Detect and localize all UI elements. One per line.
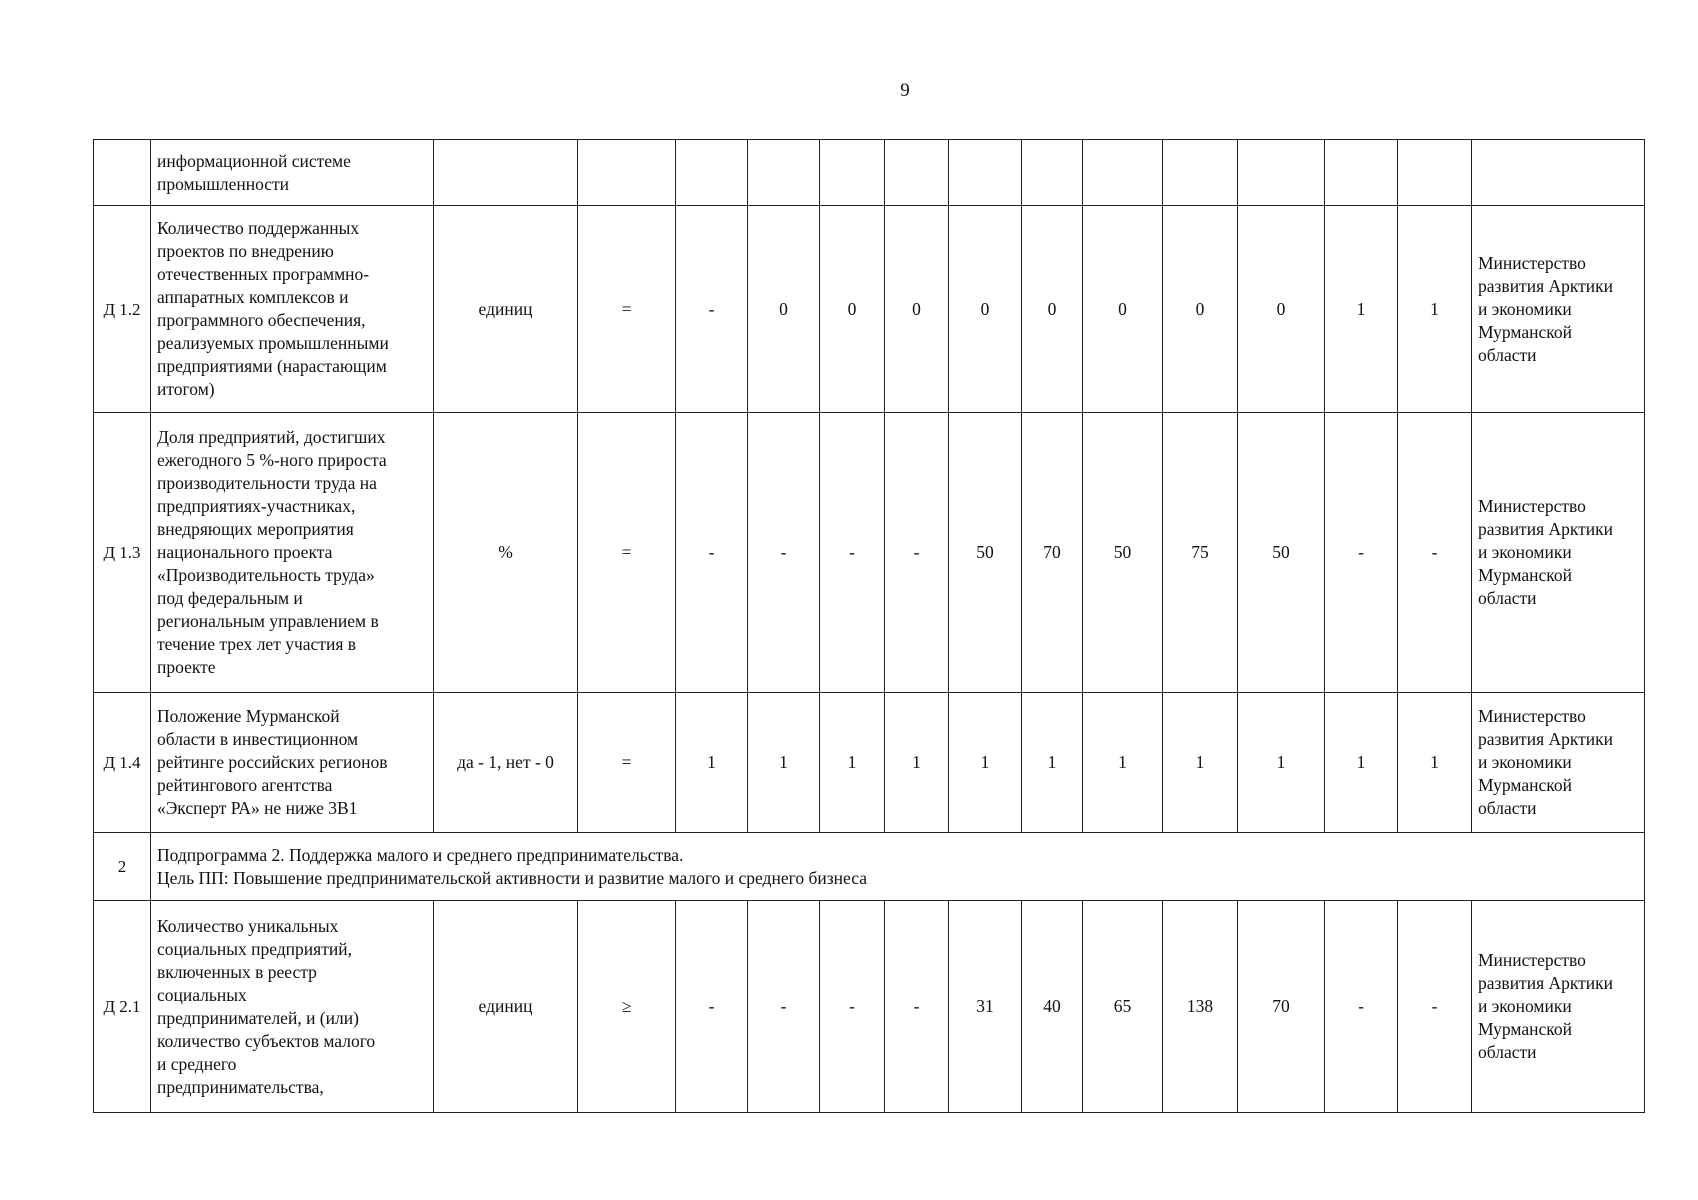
indicator-name-line: предпринимателей, и (или) — [157, 1007, 359, 1028]
value-cell — [1022, 140, 1083, 206]
indicator-name-line: рейтингового агентства — [157, 775, 333, 795]
value-cell: 1 — [1398, 206, 1472, 413]
value-cell — [1163, 140, 1238, 206]
value-cell: 0 — [820, 206, 885, 413]
indicator-name-line: проекте — [157, 657, 216, 677]
value-cell — [1398, 140, 1472, 206]
value-cell: 0 — [1238, 206, 1325, 413]
responsible-line: Мурманской — [1478, 565, 1572, 585]
value-cell: 0 — [1022, 206, 1083, 413]
table-row — [94, 206, 1645, 413]
direction-cell: = — [578, 206, 676, 413]
value-cell: 50 — [949, 413, 1022, 693]
indicator-name-line: «Эксперт РА» не ниже 3В1 — [157, 798, 358, 818]
responsible-line: Мурманской — [1478, 775, 1572, 795]
value-cell — [885, 140, 949, 206]
subprogram-text-line: Подпрограмма 2. Поддержка малого и среднего предпринимательства. — [157, 844, 684, 865]
direction-cell — [578, 140, 676, 206]
value-cell: 1 — [1325, 693, 1398, 833]
indicator-code: Д 2.1 — [94, 901, 151, 1113]
value-cell: 1 — [949, 693, 1022, 833]
indicator-code: Д 1.2 — [94, 206, 151, 413]
responsible-cell — [1472, 140, 1645, 206]
responsible-line: области — [1478, 1042, 1537, 1062]
indicator-name-line: проектов по внедрению — [157, 241, 334, 261]
value-cell: - — [748, 413, 820, 693]
table-row — [94, 833, 1645, 901]
responsible-line: и экономики — [1478, 996, 1572, 1016]
responsible-line: и экономики — [1478, 298, 1572, 319]
indicators-table — [93, 139, 1645, 1113]
subprogram-cell — [151, 833, 1645, 901]
indicator-name-line: национального проекта — [157, 542, 333, 562]
indicator-name-line: промышленности — [157, 173, 290, 194]
value-cell: - — [676, 901, 748, 1113]
value-cell: - — [1398, 413, 1472, 693]
value-cell: 0 — [1083, 206, 1163, 413]
value-cell: - — [1325, 901, 1398, 1113]
value-cell: - — [676, 413, 748, 693]
value-cell — [748, 140, 820, 206]
responsible-cell — [1472, 206, 1645, 413]
value-cell: 0 — [885, 206, 949, 413]
responsible-line: Министерство — [1478, 252, 1586, 273]
value-cell: 0 — [748, 206, 820, 413]
responsible-line: Мурманской — [1478, 1019, 1572, 1039]
indicator-name-line: ежегодного 5 %-ного прироста — [157, 450, 387, 470]
value-cell: - — [676, 206, 748, 413]
responsible-line: области — [1478, 344, 1537, 365]
responsible-cell — [1472, 901, 1645, 1113]
responsible-line: и экономики — [1478, 542, 1572, 562]
indicator-name-line: социальных — [157, 984, 247, 1005]
value-cell: - — [820, 901, 885, 1113]
indicator-name-line: Количество уникальных — [157, 915, 339, 936]
value-cell: 1 — [1022, 693, 1083, 833]
direction-cell: ≥ — [578, 901, 676, 1113]
indicator-name-line: региональным управлением в — [157, 611, 379, 631]
indicator-name-line: Доля предприятий, достигших — [157, 427, 386, 447]
responsible-line: Мурманской — [1478, 321, 1572, 342]
indicator-name-line: реализуемых промышленными — [157, 333, 389, 353]
value-cell: 1 — [1238, 693, 1325, 833]
value-cell — [820, 140, 885, 206]
value-cell: 0 — [1163, 206, 1238, 413]
indicator-name-line: предпринимательства, — [157, 1076, 324, 1097]
direction-cell: = — [578, 693, 676, 833]
indicator-name-line: и среднего — [157, 1053, 237, 1074]
value-cell: 1 — [748, 693, 820, 833]
indicator-name-line: количество субъектов малого — [157, 1030, 376, 1051]
value-cell: 138 — [1163, 901, 1238, 1113]
indicator-name — [151, 413, 434, 693]
value-cell: 1 — [820, 693, 885, 833]
subprogram-text-line: Цель ПП: Повышение предпринимательской активности и развитие малого и среднего бизнеса — [157, 867, 867, 888]
value-cell — [1325, 140, 1398, 206]
value-cell: - — [885, 413, 949, 693]
unit-cell: % — [434, 413, 578, 693]
value-cell: - — [1398, 901, 1472, 1113]
indicator-name-line: области в инвестиционном — [157, 729, 359, 749]
indicator-name-line: аппаратных комплексов и — [157, 287, 349, 307]
indicator-code: Д 1.4 — [94, 693, 151, 833]
indicator-name-line: производительности труда на — [157, 473, 377, 493]
indicator-name-line: социальных предприятий, — [157, 938, 352, 959]
unit-cell: да - 1, нет - 0 — [434, 693, 578, 833]
value-cell: 1 — [1325, 206, 1398, 413]
responsible-line: развития Арктики — [1478, 519, 1614, 539]
responsible-line: развития Арктики — [1478, 275, 1614, 296]
value-cell: 65 — [1083, 901, 1163, 1113]
value-cell: - — [748, 901, 820, 1113]
value-cell: 1 — [676, 693, 748, 833]
direction-cell: = — [578, 413, 676, 693]
indicator-code: 2 — [94, 833, 151, 901]
responsible-line: развития Арктики — [1478, 729, 1614, 749]
indicator-name — [151, 901, 434, 1113]
value-cell: - — [1325, 413, 1398, 693]
value-cell: 70 — [1022, 413, 1083, 693]
indicator-name-line: предприятиями (нарастающим — [157, 356, 387, 376]
table-row — [94, 413, 1645, 693]
indicator-name-line: отечественных программно- — [157, 264, 370, 284]
indicator-name-line: под федеральным и — [157, 588, 303, 608]
indicator-name-line: информационной системе — [157, 150, 351, 171]
value-cell — [1238, 140, 1325, 206]
indicator-name — [151, 206, 434, 413]
value-cell: 75 — [1163, 413, 1238, 693]
indicator-name-line: предприятиях-участниках, — [157, 496, 356, 516]
indicator-name — [151, 140, 434, 206]
indicator-name-line: включенных в реестр — [157, 961, 317, 982]
value-cell: 1 — [1083, 693, 1163, 833]
value-cell — [1083, 140, 1163, 206]
indicator-code — [94, 140, 151, 206]
value-cell: 31 — [949, 901, 1022, 1113]
responsible-cell — [1472, 693, 1645, 833]
responsible-line: области — [1478, 798, 1537, 818]
indicator-name-line: Положение Мурманской — [157, 706, 340, 726]
value-cell: 70 — [1238, 901, 1325, 1113]
unit-cell: единиц — [434, 206, 578, 413]
table-row — [94, 140, 1645, 206]
value-cell: 0 — [949, 206, 1022, 413]
value-cell: 1 — [1398, 693, 1472, 833]
indicator-name-line: внедряющих мероприятия — [157, 519, 354, 539]
table-body — [94, 140, 1645, 1113]
indicator-name-line: «Производительность труда» — [157, 565, 375, 585]
value-cell: 1 — [1163, 693, 1238, 833]
indicator-name-line: Количество поддержанных — [157, 218, 360, 238]
responsible-line: области — [1478, 588, 1537, 608]
value-cell: - — [885, 901, 949, 1113]
value-cell: 1 — [885, 693, 949, 833]
responsible-cell — [1472, 413, 1645, 693]
unit-cell — [434, 140, 578, 206]
page-number: 9 — [900, 80, 910, 101]
responsible-line: Министерство — [1478, 706, 1586, 726]
value-cell: 40 — [1022, 901, 1083, 1113]
indicator-name-line: течение трех лет участия в — [157, 634, 357, 654]
indicator-name-line: итогом) — [157, 379, 215, 399]
indicator-name — [151, 693, 434, 833]
indicator-code: Д 1.3 — [94, 413, 151, 693]
responsible-line: Министерство — [1478, 950, 1586, 970]
value-cell — [676, 140, 748, 206]
responsible-line: развития Арктики — [1478, 973, 1614, 993]
table-row — [94, 901, 1645, 1113]
value-cell: - — [820, 413, 885, 693]
unit-cell: единиц — [434, 901, 578, 1113]
value-cell — [949, 140, 1022, 206]
responsible-line: и экономики — [1478, 752, 1572, 772]
table-row — [94, 693, 1645, 833]
value-cell: 50 — [1238, 413, 1325, 693]
responsible-line: Министерство — [1478, 496, 1586, 516]
indicator-name-line: программного обеспечения, — [157, 310, 366, 330]
value-cell: 50 — [1083, 413, 1163, 693]
indicator-name-line: рейтинге российских регионов — [157, 752, 388, 772]
